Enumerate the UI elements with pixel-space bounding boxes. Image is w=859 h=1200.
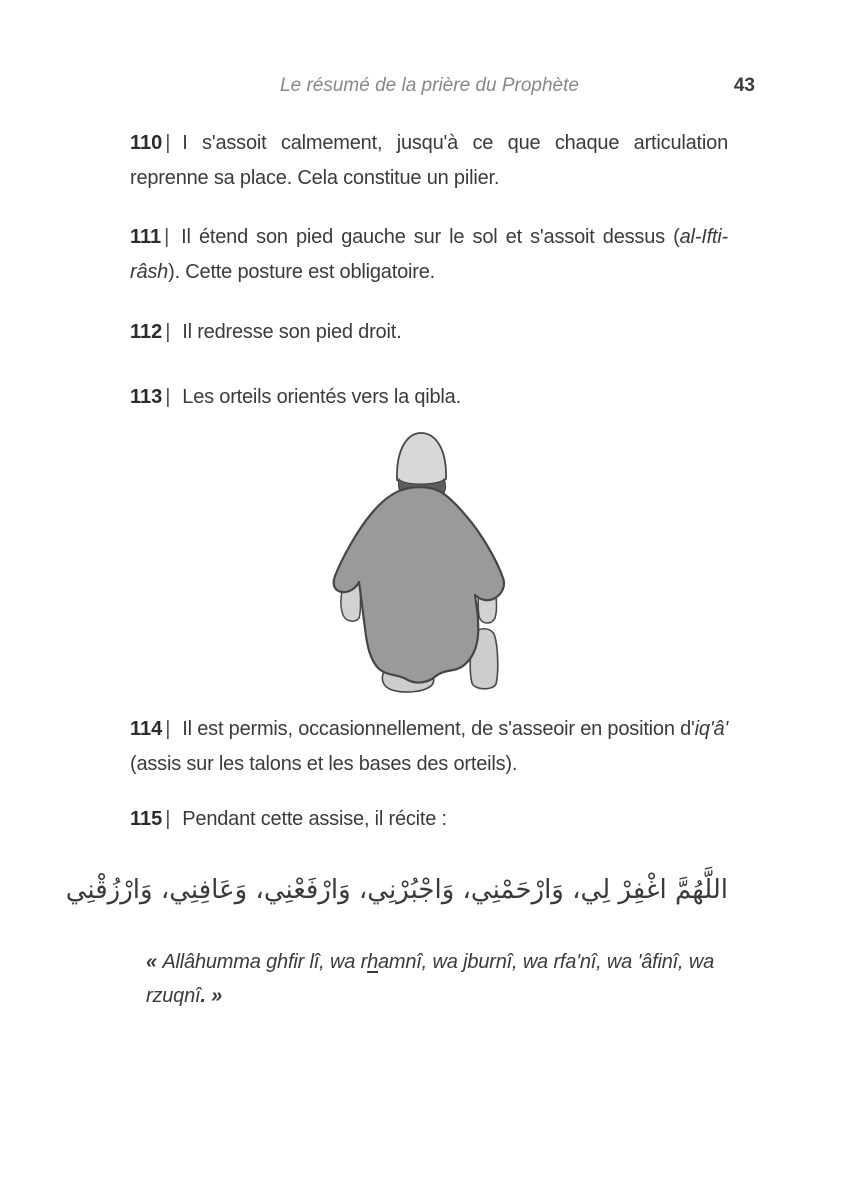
opening-guillemet: «	[146, 951, 163, 973]
closing-guillemet: . »	[200, 985, 223, 1007]
page-content	[0, 126, 859, 1013]
page-number: 43	[733, 75, 755, 96]
running-title: Le résumé de la prière du Prophète	[280, 75, 579, 96]
paragraph-text: (assis sur les talons et les bases des orteils).	[130, 753, 518, 775]
paragraph-text: ). Cette posture est obligatoire.	[168, 261, 435, 283]
page-header	[0, 0, 859, 98]
item-separator: |	[165, 132, 171, 154]
item-separator: |	[165, 386, 171, 408]
transliteration-text: Allâhumma ghfir lî, wa r	[162, 951, 368, 973]
item-separator: |	[165, 808, 171, 830]
item-number-112: 112	[130, 321, 163, 343]
item-number-113: 113	[130, 386, 163, 408]
transliteration-text: amnî, wa jburnî, wa rfa'nî, wa 'âfinî, wa rzuqnî	[146, 951, 715, 1007]
arabic-term-italic: iq'â'	[694, 718, 728, 740]
item-number-115: 115	[130, 808, 163, 830]
paragraph-115	[130, 802, 728, 837]
dua-transliteration	[130, 945, 728, 1013]
paragraph-text: Les orteils orientés vers la qibla.	[182, 386, 461, 408]
arabic-term-italic: al-Ifti-râsh	[130, 226, 728, 283]
paragraph-112	[130, 315, 728, 350]
item-separator: |	[164, 226, 170, 248]
item-number-111: 111	[130, 226, 162, 248]
paragraph-113	[130, 380, 728, 415]
dua-arabic-text: اللَّهُمَّ اغْفِرْ لِي، وَارْحَمْنِي، وَاجْبُرْنِي، وَارْفَعْنِي، وَعَافِنِي، وَارْزُقْنِي	[65, 875, 728, 905]
paragraph-text: Il étend son pied gauche sur le sol et s'assoit dessus (	[181, 226, 680, 248]
paragraph-text: Il redresse son pied droit.	[182, 321, 402, 343]
item-separator: |	[165, 718, 171, 740]
item-number-110: 110	[130, 132, 163, 154]
paragraph-114	[130, 712, 728, 782]
item-separator: |	[165, 321, 171, 343]
paragraph-111	[130, 220, 728, 290]
underlined-h: h	[367, 951, 378, 973]
item-number-114: 114	[130, 718, 163, 740]
cap-shape	[397, 433, 446, 484]
prayer-sitting-illustration	[300, 428, 580, 698]
paragraph-110	[130, 126, 728, 196]
paragraph-text: Pendant cette assise, il récite :	[182, 808, 447, 830]
paragraph-text: I s'assoit calmement, jusqu'à ce que chaque articulation reprenne sa place. Cela constitue un pilier.	[130, 132, 728, 189]
paragraph-text: Il est permis, occasionnellement, de s'asseoir en position d'	[182, 718, 695, 740]
